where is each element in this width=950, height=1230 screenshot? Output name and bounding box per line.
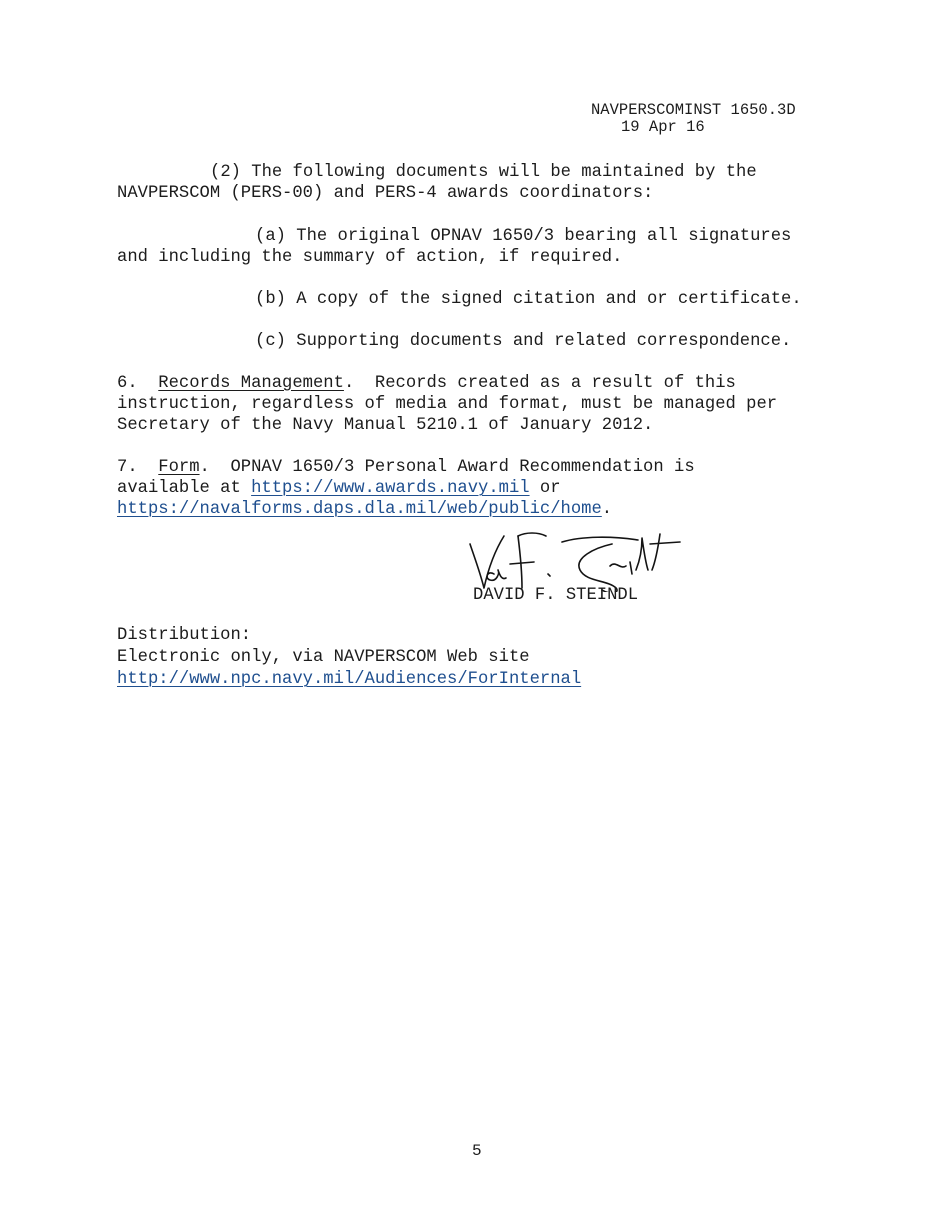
item-b: (b) A copy of the signed citation and or certificate. [255,290,802,309]
para-2-line-1: (2) The following documents will be maintained by the [210,163,757,182]
item-c: (c) Supporting documents and related correspondence. [255,332,792,351]
section-6-line-3: Secretary of the Navy Manual 5210.1 of January 2012. [117,416,654,435]
signature [462,530,687,592]
section-6-number: 6. [117,374,138,393]
section-6-line-1-text: . Records created as a result of this [343,374,736,393]
npc-link[interactable]: http://www.npc.navy.mil/Audiences/ForInternal [117,670,582,689]
page-number: 5 [472,1142,482,1160]
distribution-line-3 [117,669,581,690]
section-7-line-2 [117,478,561,499]
item-a-line-1: (a) The original OPNAV 1650/3 bearing all signatures [255,227,792,246]
section-7-line-1 [117,457,695,478]
section-7-line-3 [117,499,612,520]
section-6-heading: Records Management [158,374,344,393]
section-7-number: 7. [117,458,138,477]
navalforms-link[interactable]: https://navalforms.daps.dla.mil/web/public/home [117,500,602,519]
distribution-text: Electronic only, via NAVPERSCOM Web site [117,648,530,667]
distribution-label: Distribution: [117,626,252,645]
awards-link[interactable]: https://www.awards.navy.mil [251,479,530,498]
section-7-line-1-text: . OPNAV 1650/3 Personal Award Recommendation is [199,458,695,477]
section-6-line-2: instruction, regardless of media and format, must be managed per [117,395,778,414]
section-7-period: . [601,500,613,519]
signatory-name: DAVID F. STEINDL [473,586,639,605]
section-7-available-text: available at [117,479,252,498]
section-6-line-1 [117,373,736,394]
para-2-line-2: NAVPERSCOM (PERS-00) and PERS-4 awards coordinators: [117,184,654,203]
section-7-heading: Form [158,458,200,477]
document-date: 19 Apr 16 [621,118,705,136]
document-id: NAVPERSCOMINST 1650.3D [591,101,796,119]
section-7-or-text: or [529,479,561,498]
item-a-line-2: and including the summary of action, if required. [117,248,623,267]
